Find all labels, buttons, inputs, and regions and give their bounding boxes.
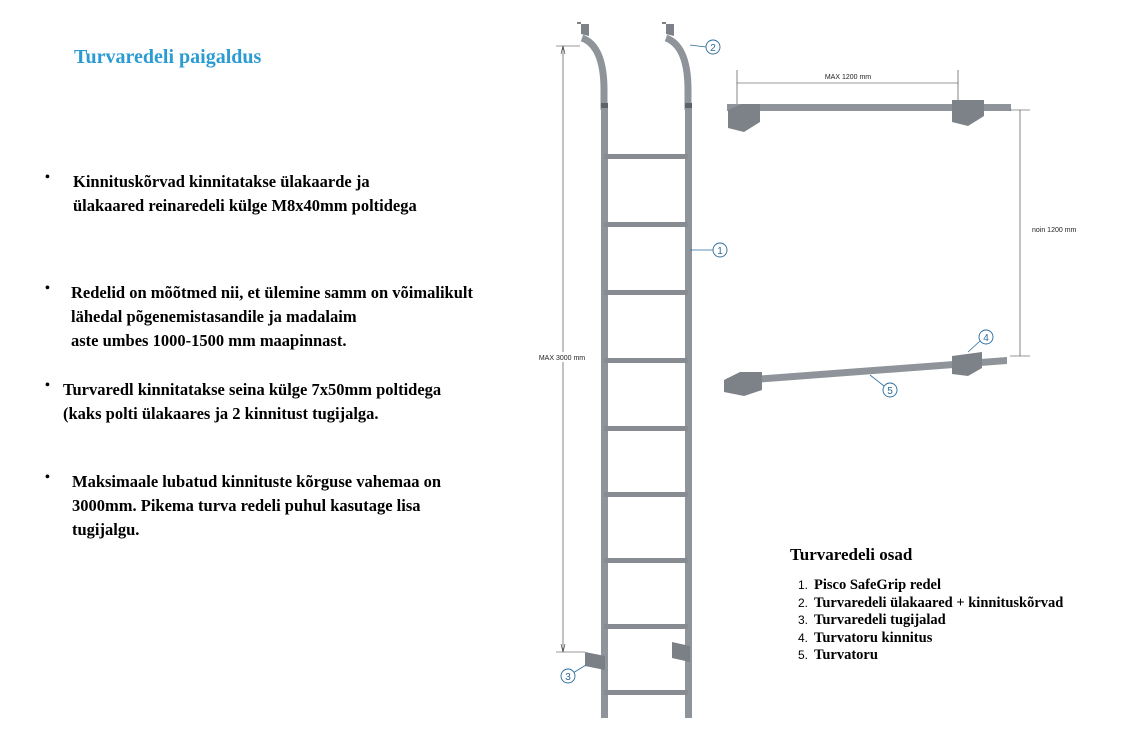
part-number: 5. — [798, 648, 809, 662]
bullet-line: Kinnituskõrvad kinnitatakse ülakaarde ja — [73, 172, 370, 191]
height-dimension-label: MAX 3000 mm — [538, 355, 586, 362]
part-number: 3. — [798, 613, 809, 627]
rail-bracket-right — [952, 352, 982, 376]
rail-width-label: MAX 1200 mm — [824, 74, 872, 81]
callout-number: 5 — [887, 386, 893, 397]
rung — [604, 690, 688, 695]
rung — [604, 624, 688, 629]
rail-bracket-right — [952, 100, 984, 126]
callout-number: 4 — [983, 333, 989, 344]
callout-number: 3 — [565, 672, 571, 683]
part-name: Turvaredeli tugijalad — [814, 612, 946, 628]
part-number: 4. — [798, 630, 809, 645]
bullet-line: (kaks polti ülakaares ja 2 kinnitust tugijalga. — [63, 404, 379, 423]
bullet-line: Maksimaale lubatud kinnituste kõrguse vahemaa on — [72, 472, 442, 491]
parts-title: Turvaredeli osad — [790, 545, 913, 564]
bullet-symbol: • — [45, 378, 50, 393]
parts-list-item — [798, 630, 1063, 648]
bullet-line: ülakaared reinaredeli külge M8x40mm poltidega — [73, 196, 417, 215]
part-name: Turvaredeli ülakaared + kinnituskõrvad — [814, 594, 1064, 611]
mounting-ear-right — [662, 22, 674, 36]
rail-spacing-dimension — [1010, 110, 1086, 356]
rung — [604, 426, 688, 431]
page-title: Turvaredeli paigaldus — [74, 46, 262, 68]
bullet-line: Redelid on mõõtmed nii, et ülemine samm on võimalikult — [71, 283, 473, 302]
rung — [604, 492, 688, 497]
rung — [604, 558, 688, 563]
rung — [604, 154, 688, 159]
bottom-guard-rail — [724, 352, 1007, 396]
callout-3 — [561, 665, 586, 683]
part-name: Turvatoru — [814, 647, 878, 663]
bullet-symbol: • — [45, 470, 50, 485]
rung — [604, 358, 688, 363]
callout-1 — [690, 243, 727, 257]
callout-2 — [690, 40, 720, 54]
bullet-line: 3000mm. Pikema turva redeli puhul kasutage lisa — [72, 496, 421, 515]
parts-list — [798, 577, 1063, 665]
ladder — [577, 22, 692, 718]
rung — [604, 290, 688, 295]
rail-bracket-left — [728, 104, 760, 132]
parts-list-item — [798, 577, 1063, 595]
rung — [604, 222, 688, 227]
rail-bracket-left — [724, 372, 762, 396]
mounting-ear-left — [577, 22, 589, 36]
bullet-symbol: • — [45, 170, 50, 185]
parts-list-item — [798, 595, 1063, 613]
ladder-rungs — [604, 154, 688, 695]
callout-number: 2 — [710, 43, 716, 54]
callout-4 — [968, 330, 993, 352]
height-dimension — [533, 46, 591, 652]
rail-spacing-label: noin 1200 mm — [1032, 227, 1077, 234]
callout-number: 1 — [717, 246, 723, 257]
top-arc-left — [582, 38, 604, 110]
top-guard-rail — [727, 100, 1011, 132]
part-number: 2. — [798, 595, 809, 610]
bullet-symbol: • — [45, 281, 50, 296]
parts-list-item — [798, 612, 1063, 630]
bullet-line: Turvaredl kinnitatakse seina külge 7x50mm poltidega — [63, 380, 442, 399]
bullet-line: tugijalgu. — [72, 520, 140, 539]
rail-width-dimension — [737, 70, 958, 104]
top-arc-right — [666, 38, 688, 110]
part-name: Pisco SafeGrip redel — [814, 577, 942, 593]
part-number: 1. — [798, 578, 809, 592]
bullet-line: aste umbes 1000-1500 mm maapinnast. — [71, 331, 347, 350]
bullet-line: lähedal põgenemistasandile ja madalaim — [71, 307, 357, 326]
parts-list-item — [798, 647, 1063, 665]
part-name: Turvatoru kinnitus — [814, 629, 933, 646]
callout-5 — [870, 375, 897, 397]
